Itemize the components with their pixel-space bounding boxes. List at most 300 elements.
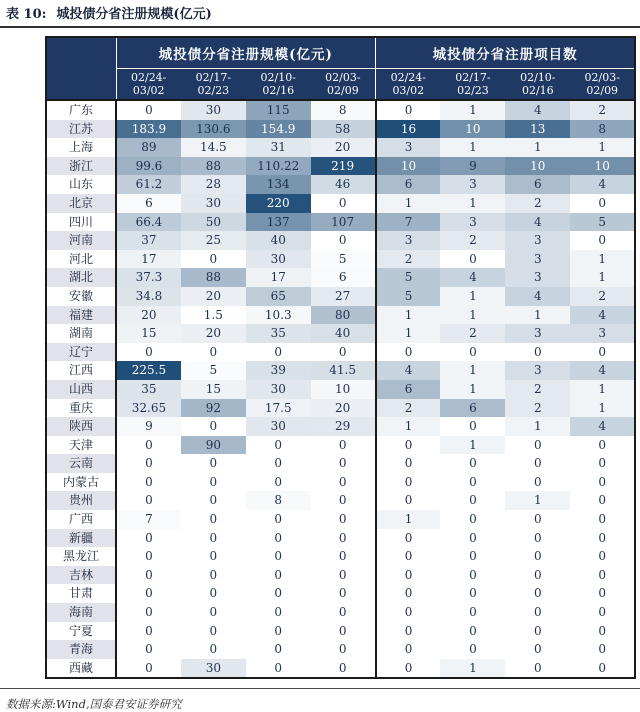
- scale-cell: 80: [311, 306, 376, 325]
- period-header: 02/10- 02/16: [505, 69, 570, 101]
- scale-cell: 89: [116, 138, 181, 157]
- table-row: [46, 547, 635, 566]
- province-label: 甘肃: [46, 584, 116, 603]
- scale-cell: 0: [116, 436, 181, 455]
- scale-cell: 20: [311, 399, 376, 418]
- count-cell: 3: [376, 138, 441, 157]
- scale-cell: 0: [311, 194, 376, 213]
- scale-cell: 46: [311, 175, 376, 194]
- province-label: 重庆: [46, 399, 116, 418]
- scale-cell: 0: [246, 436, 311, 455]
- scale-cell: 10: [311, 380, 376, 399]
- count-cell: 0: [570, 659, 635, 679]
- count-cell: 1: [376, 417, 441, 436]
- province-label: 湖北: [46, 268, 116, 287]
- count-cell: 1: [440, 659, 505, 679]
- scale-cell: 88: [181, 268, 246, 287]
- scale-cell: 34.8: [116, 287, 181, 306]
- count-cell: 13: [505, 120, 570, 139]
- data-table-wrapper: [45, 36, 634, 679]
- count-cell: 0: [440, 640, 505, 659]
- scale-cell: 0: [311, 640, 376, 659]
- count-cell: 1: [440, 306, 505, 325]
- scale-cell: 30: [181, 100, 246, 120]
- count-cell: 1: [440, 436, 505, 455]
- scale-cell: 0: [311, 659, 376, 679]
- scale-cell: 99.6: [116, 157, 181, 176]
- scale-cell: 110.22: [246, 157, 311, 176]
- scale-cell: 15: [181, 380, 246, 399]
- count-cell: 0: [376, 603, 441, 622]
- count-cell: 2: [505, 380, 570, 399]
- count-cell: 0: [570, 584, 635, 603]
- count-cell: 0: [376, 659, 441, 679]
- count-cell: 0: [505, 343, 570, 362]
- table-row: [46, 175, 635, 194]
- count-cell: 1: [570, 268, 635, 287]
- scale-cell: 0: [181, 584, 246, 603]
- count-cell: 3: [505, 361, 570, 380]
- province-label: 福建: [46, 306, 116, 325]
- province-label: 河南: [46, 231, 116, 250]
- scale-cell: 17: [246, 268, 311, 287]
- scale-cell: 30: [246, 380, 311, 399]
- scale-cell: 8: [246, 491, 311, 510]
- count-cell: 0: [570, 529, 635, 548]
- scale-cell: 35: [246, 324, 311, 343]
- scale-cell: 0: [311, 510, 376, 529]
- scale-cell: 0: [311, 584, 376, 603]
- count-cell: 4: [505, 213, 570, 232]
- scale-cell: 65: [246, 287, 311, 306]
- period-header: 02/24- 03/02: [376, 69, 441, 101]
- table-row: [46, 194, 635, 213]
- scale-cell: 0: [246, 529, 311, 548]
- count-cell: 4: [570, 361, 635, 380]
- province-label: 安徽: [46, 287, 116, 306]
- count-cell: 0: [440, 547, 505, 566]
- count-cell: 16: [376, 120, 441, 139]
- table-row: [46, 157, 635, 176]
- scale-cell: 219: [311, 157, 376, 176]
- count-cell: 2: [376, 399, 441, 418]
- province-label: 山西: [46, 380, 116, 399]
- count-cell: 0: [376, 491, 441, 510]
- province-label: 江西: [46, 361, 116, 380]
- scale-cell: 0: [116, 473, 181, 492]
- count-cell: 2: [440, 324, 505, 343]
- table-row: [46, 306, 635, 325]
- count-cell: 1: [440, 138, 505, 157]
- table-row: [46, 138, 635, 157]
- table-header: [46, 37, 635, 100]
- scale-cell: 0: [181, 566, 246, 585]
- scale-cell: 27: [311, 287, 376, 306]
- table-row: [46, 510, 635, 529]
- count-cell: 1: [376, 306, 441, 325]
- count-cell: 0: [570, 194, 635, 213]
- count-cell: 5: [376, 287, 441, 306]
- period-header-row: [46, 69, 635, 101]
- province-label: 新疆: [46, 529, 116, 548]
- scale-cell: 0: [311, 622, 376, 641]
- table-row: [46, 473, 635, 492]
- province-label: 西藏: [46, 659, 116, 679]
- table-row: [46, 213, 635, 232]
- province-label: 山东: [46, 175, 116, 194]
- scale-cell: 0: [116, 491, 181, 510]
- count-cell: 0: [570, 473, 635, 492]
- scale-cell: 0: [246, 566, 311, 585]
- count-cell: 0: [376, 343, 441, 362]
- scale-cell: 0: [181, 473, 246, 492]
- table-row: [46, 529, 635, 548]
- table-row: [46, 250, 635, 269]
- scale-cell: 0: [181, 603, 246, 622]
- scale-cell: 29: [311, 417, 376, 436]
- province-label: 内蒙古: [46, 473, 116, 492]
- count-cell: 1: [376, 510, 441, 529]
- province-registration-table: [45, 36, 636, 679]
- count-cell: 0: [440, 454, 505, 473]
- count-cell: 3: [376, 231, 441, 250]
- period-header: 02/24- 03/02: [116, 69, 181, 101]
- scale-cell: 0: [246, 343, 311, 362]
- count-cell: 10: [505, 157, 570, 176]
- count-cell: 0: [376, 584, 441, 603]
- scale-cell: 0: [311, 603, 376, 622]
- table-row: [46, 343, 635, 362]
- count-cell: 1: [440, 287, 505, 306]
- province-label: 江苏: [46, 120, 116, 139]
- scale-cell: 0: [246, 659, 311, 679]
- province-label: 青海: [46, 640, 116, 659]
- count-cell: 6: [440, 399, 505, 418]
- scale-cell: 92: [181, 399, 246, 418]
- count-cell: 0: [505, 510, 570, 529]
- count-cell: 0: [570, 343, 635, 362]
- count-cell: 0: [505, 529, 570, 548]
- count-cell: 0: [505, 603, 570, 622]
- count-cell: 0: [376, 622, 441, 641]
- count-cell: 0: [440, 491, 505, 510]
- count-cell: 0: [440, 343, 505, 362]
- table-row: [46, 361, 635, 380]
- province-label: 陕西: [46, 417, 116, 436]
- scale-cell: 41.5: [311, 361, 376, 380]
- count-cell: 4: [570, 306, 635, 325]
- scale-cell: 115: [246, 100, 311, 120]
- scale-cell: 0: [181, 529, 246, 548]
- scale-cell: 134: [246, 175, 311, 194]
- count-cell: 0: [505, 622, 570, 641]
- table-title-text: 城投债分省注册规模(亿元): [56, 7, 212, 22]
- period-header: 02/17- 02/23: [440, 69, 505, 101]
- table-title: [0, 0, 640, 28]
- scale-cell: 0: [116, 640, 181, 659]
- scale-cell: 50: [181, 213, 246, 232]
- scale-cell: 5: [311, 250, 376, 269]
- count-cell: 0: [376, 100, 441, 120]
- scale-cell: 31: [246, 138, 311, 157]
- count-cell: 5: [570, 213, 635, 232]
- table-row: [46, 603, 635, 622]
- scale-cell: 0: [246, 640, 311, 659]
- table-row: [46, 584, 635, 603]
- scale-cell: 183.9: [116, 120, 181, 139]
- count-cell: 1: [570, 138, 635, 157]
- count-cell: 0: [440, 250, 505, 269]
- count-cell: 10: [376, 157, 441, 176]
- group-title-count: 城投债分省注册项目数: [376, 37, 636, 69]
- scale-cell: 17: [116, 250, 181, 269]
- count-cell: 0: [440, 529, 505, 548]
- table-row: [46, 120, 635, 139]
- scale-cell: 0: [116, 603, 181, 622]
- scale-cell: 0: [311, 436, 376, 455]
- data-source-note: 数据来源:Wind,国泰君安证券研究: [6, 697, 182, 712]
- scale-cell: 10.3: [246, 306, 311, 325]
- scale-cell: 0: [181, 622, 246, 641]
- scale-cell: 0: [181, 250, 246, 269]
- scale-cell: 0: [311, 547, 376, 566]
- count-cell: 0: [376, 529, 441, 548]
- count-cell: 1: [505, 417, 570, 436]
- table-row: [46, 566, 635, 585]
- count-cell: 3: [570, 324, 635, 343]
- scale-cell: 0: [116, 343, 181, 362]
- scale-cell: 0: [311, 473, 376, 492]
- scale-cell: 130.6: [181, 120, 246, 139]
- count-cell: 0: [505, 659, 570, 679]
- count-cell: 0: [376, 473, 441, 492]
- scale-cell: 1.5: [181, 306, 246, 325]
- period-header: 02/03- 02/09: [570, 69, 635, 101]
- scale-cell: 30: [246, 417, 311, 436]
- scale-cell: 7: [116, 510, 181, 529]
- table-row: [46, 417, 635, 436]
- count-cell: 3: [440, 213, 505, 232]
- scale-cell: 0: [116, 584, 181, 603]
- count-cell: 0: [440, 473, 505, 492]
- table-row: [46, 454, 635, 473]
- count-cell: 0: [505, 584, 570, 603]
- scale-cell: 0: [116, 100, 181, 120]
- count-cell: 0: [376, 640, 441, 659]
- scale-cell: 15: [116, 324, 181, 343]
- scale-cell: 0: [181, 454, 246, 473]
- count-cell: 0: [570, 436, 635, 455]
- province-label: 四川: [46, 213, 116, 232]
- scale-cell: 0: [246, 510, 311, 529]
- province-label: 浙江: [46, 157, 116, 176]
- count-cell: 4: [376, 361, 441, 380]
- scale-cell: 30: [181, 194, 246, 213]
- count-cell: 3: [440, 175, 505, 194]
- scale-cell: 0: [181, 547, 246, 566]
- scale-cell: 39: [246, 361, 311, 380]
- count-cell: 0: [376, 566, 441, 585]
- scale-cell: 6: [311, 268, 376, 287]
- count-cell: 1: [376, 194, 441, 213]
- count-cell: 10: [440, 120, 505, 139]
- count-cell: 0: [440, 584, 505, 603]
- scale-cell: 0: [311, 566, 376, 585]
- scale-cell: 30: [181, 659, 246, 679]
- count-cell: 0: [505, 566, 570, 585]
- scale-cell: 0: [181, 491, 246, 510]
- count-cell: 2: [570, 100, 635, 120]
- count-cell: 0: [570, 491, 635, 510]
- count-cell: 0: [570, 640, 635, 659]
- table-row: [46, 622, 635, 641]
- province-label: 吉林: [46, 566, 116, 585]
- count-cell: 0: [376, 547, 441, 566]
- count-cell: 0: [376, 436, 441, 455]
- count-cell: 0: [570, 510, 635, 529]
- table-row: [46, 231, 635, 250]
- province-label: 北京: [46, 194, 116, 213]
- scale-cell: 220: [246, 194, 311, 213]
- scale-cell: 0: [311, 454, 376, 473]
- period-header: 02/03- 02/09: [311, 69, 376, 101]
- scale-cell: 25: [181, 231, 246, 250]
- table-row: [46, 287, 635, 306]
- scale-cell: 17.5: [246, 399, 311, 418]
- scale-cell: 225.5: [116, 361, 181, 380]
- scale-cell: 20: [116, 306, 181, 325]
- count-cell: 0: [440, 510, 505, 529]
- scale-cell: 0: [116, 659, 181, 679]
- table-row: [46, 491, 635, 510]
- scale-cell: 35: [116, 380, 181, 399]
- count-cell: 1: [505, 491, 570, 510]
- scale-cell: 58: [311, 120, 376, 139]
- scale-cell: 137: [246, 213, 311, 232]
- scale-cell: 0: [311, 343, 376, 362]
- scale-cell: 0: [246, 584, 311, 603]
- count-cell: 0: [570, 231, 635, 250]
- scale-cell: 88: [181, 157, 246, 176]
- count-cell: 4: [570, 175, 635, 194]
- scale-cell: 0: [246, 473, 311, 492]
- scale-cell: 0: [246, 454, 311, 473]
- table-row: [46, 324, 635, 343]
- scale-cell: 61.2: [116, 175, 181, 194]
- count-cell: 4: [505, 100, 570, 120]
- scale-cell: 0: [116, 547, 181, 566]
- count-cell: 0: [505, 473, 570, 492]
- scale-cell: 0: [246, 603, 311, 622]
- scale-cell: 0: [181, 417, 246, 436]
- province-label: 贵州: [46, 491, 116, 510]
- table-row: [46, 100, 635, 120]
- scale-cell: 0: [311, 529, 376, 548]
- count-cell: 0: [440, 622, 505, 641]
- count-cell: 1: [440, 194, 505, 213]
- scale-cell: 0: [116, 529, 181, 548]
- table-row: [46, 268, 635, 287]
- count-cell: 4: [440, 268, 505, 287]
- group-title-scale: 城投债分省注册规模(亿元): [116, 37, 376, 69]
- table-body: [46, 100, 635, 678]
- scale-cell: 90: [181, 436, 246, 455]
- scale-cell: 30: [246, 250, 311, 269]
- province-label: 宁夏: [46, 622, 116, 641]
- scale-cell: 0: [181, 640, 246, 659]
- count-cell: 6: [505, 175, 570, 194]
- count-cell: 1: [505, 138, 570, 157]
- table-number-label: 表 10:: [6, 7, 47, 22]
- scale-cell: 0: [116, 622, 181, 641]
- count-cell: 7: [376, 213, 441, 232]
- period-header: 02/17- 02/23: [181, 69, 246, 101]
- province-label: 天津: [46, 436, 116, 455]
- scale-cell: 107: [311, 213, 376, 232]
- count-cell: 2: [376, 250, 441, 269]
- count-cell: 6: [376, 380, 441, 399]
- count-cell: 0: [505, 436, 570, 455]
- count-cell: 0: [570, 603, 635, 622]
- scale-cell: 37.3: [116, 268, 181, 287]
- count-cell: 1: [570, 399, 635, 418]
- scale-cell: 0: [246, 547, 311, 566]
- table-row: [46, 399, 635, 418]
- province-label: 海南: [46, 603, 116, 622]
- count-cell: 0: [570, 566, 635, 585]
- province-label: 上海: [46, 138, 116, 157]
- count-cell: 0: [505, 547, 570, 566]
- count-cell: 0: [505, 454, 570, 473]
- scale-cell: 9: [116, 417, 181, 436]
- scale-cell: 6: [116, 194, 181, 213]
- scale-cell: 0: [116, 454, 181, 473]
- province-label: 黑龙江: [46, 547, 116, 566]
- scale-cell: 40: [246, 231, 311, 250]
- count-cell: 0: [440, 603, 505, 622]
- table-row: [46, 436, 635, 455]
- count-cell: 0: [570, 547, 635, 566]
- scale-cell: 0: [311, 231, 376, 250]
- scale-cell: 28: [181, 175, 246, 194]
- scale-cell: 5: [181, 361, 246, 380]
- count-cell: 3: [505, 231, 570, 250]
- scale-cell: 154.9: [246, 120, 311, 139]
- scale-cell: 20: [181, 324, 246, 343]
- scale-cell: 37: [116, 231, 181, 250]
- count-cell: 1: [440, 361, 505, 380]
- table-row: [46, 380, 635, 399]
- scale-cell: 0: [116, 566, 181, 585]
- count-cell: 0: [505, 640, 570, 659]
- count-cell: 3: [505, 250, 570, 269]
- count-cell: 2: [505, 399, 570, 418]
- count-cell: 10: [570, 157, 635, 176]
- count-cell: 3: [505, 268, 570, 287]
- count-cell: 5: [376, 268, 441, 287]
- count-cell: 0: [440, 566, 505, 585]
- scale-cell: 0: [246, 622, 311, 641]
- count-cell: 0: [440, 417, 505, 436]
- scale-cell: 0: [181, 343, 246, 362]
- count-cell: 0: [570, 454, 635, 473]
- count-cell: 1: [440, 380, 505, 399]
- count-cell: 1: [505, 306, 570, 325]
- province-label: 辽宁: [46, 343, 116, 362]
- province-label: 河北: [46, 250, 116, 269]
- province-label: 湖南: [46, 324, 116, 343]
- count-cell: 1: [376, 324, 441, 343]
